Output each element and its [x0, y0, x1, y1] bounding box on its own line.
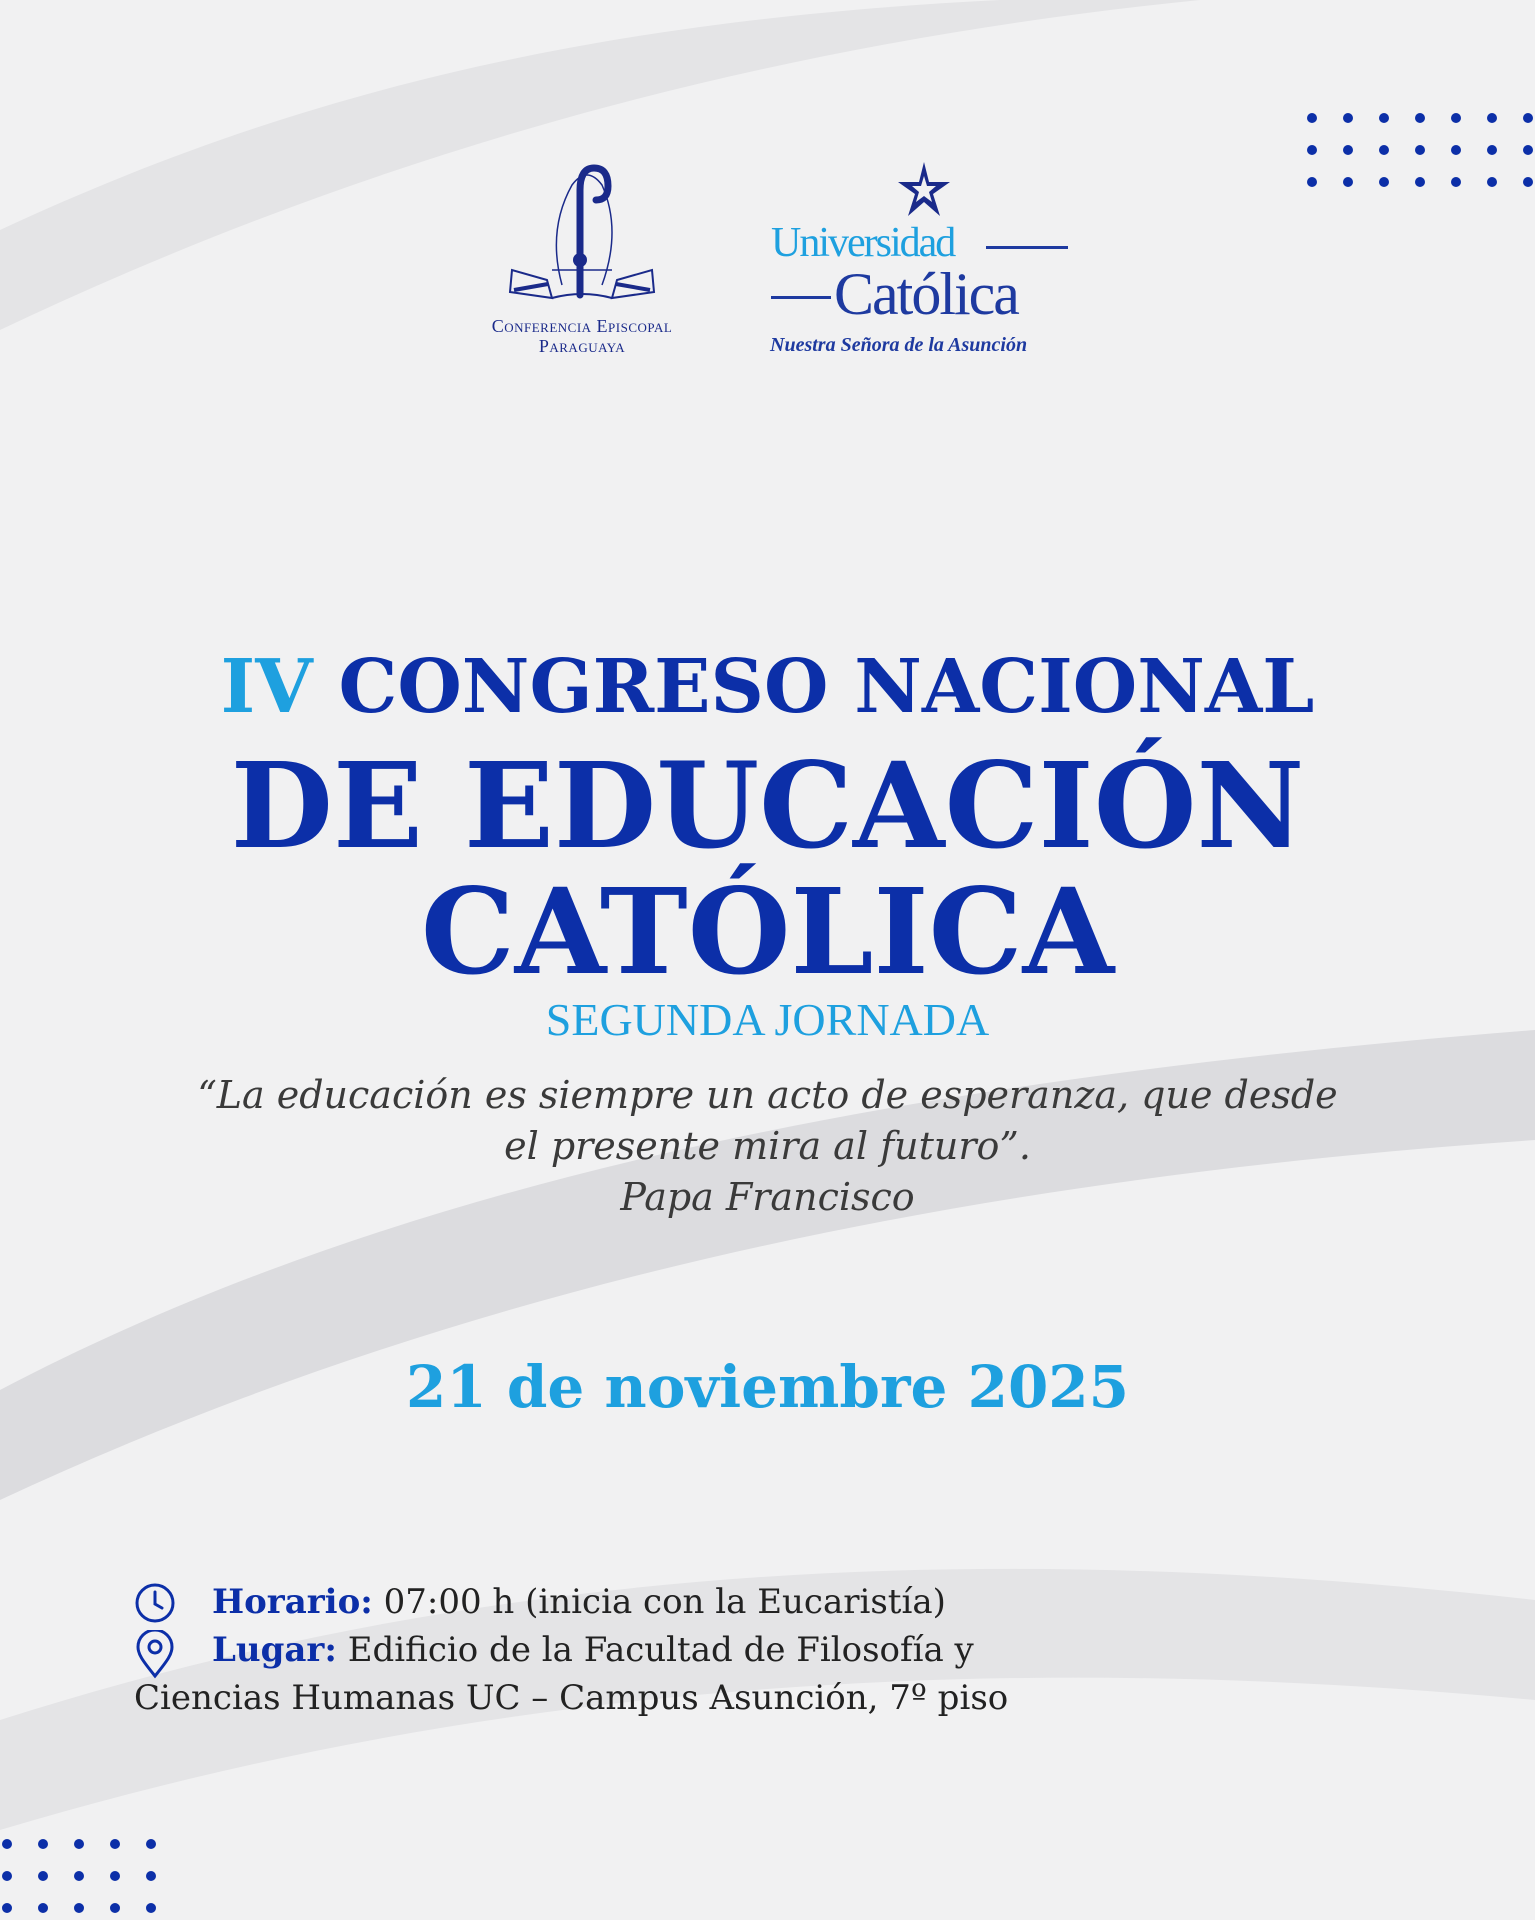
decor-dot: [1523, 145, 1533, 155]
uc-name-catolica: Católica: [834, 261, 1018, 327]
lugar-value: Edificio de la Facultad de Filosofía y: [347, 1630, 974, 1670]
decor-dot: [1343, 113, 1353, 123]
quote-line1: “La educación es siempre un acto de esperanza, que desde: [197, 1073, 1338, 1117]
decor-dot: [1415, 145, 1425, 155]
decor-dot: [1379, 113, 1389, 123]
title-line1: [0, 645, 1535, 729]
uc-tagline: Nuestra Señora de la Asunción: [770, 334, 1028, 356]
title-line1-text: CONGRESO NACIONAL: [338, 644, 1315, 730]
location-pin-icon: [134, 1630, 176, 1680]
decor-dot: [1307, 145, 1317, 155]
quote-author: Papa Francisco: [620, 1175, 915, 1219]
horario-row: [134, 1578, 1434, 1626]
decor-dot: [1523, 113, 1533, 123]
lugar-row: [134, 1626, 1434, 1674]
star-icon: [896, 162, 952, 218]
clock-icon: [134, 1582, 176, 1624]
decor-dot: [1451, 145, 1461, 155]
decor-dot: [2, 1839, 12, 1849]
decor-dot: [38, 1839, 48, 1849]
dot-grid-bottom-left: [0, 1836, 175, 1920]
decor-dot: [74, 1839, 84, 1849]
lugar-label: Lugar:: [212, 1630, 337, 1670]
lugar-value-line2: Ciencias Humanas UC – Campus Asunción, 7º piso: [134, 1678, 1009, 1718]
decor-dot: [1343, 145, 1353, 155]
cep-name-line2: Paraguaya: [538, 336, 626, 356]
cep-name-line1: Conferencia Episcopal: [491, 316, 673, 336]
decor-dot: [1451, 113, 1461, 123]
decor-dot: [38, 1871, 48, 1881]
decor-dot: [146, 1903, 156, 1913]
title-line3: CATÓLICA: [420, 862, 1115, 1001]
decor-dot: [110, 1903, 120, 1913]
title-line2: DE EDUCACIÓN: [230, 736, 1305, 875]
uc-name-universidad: Universidad: [771, 220, 955, 266]
quote: [0, 1070, 1535, 1223]
horario-label: Horario:: [212, 1582, 373, 1622]
decor-dot: [38, 1903, 48, 1913]
decor-dot: [1379, 145, 1389, 155]
subtitle: SEGUNDA JORNADA: [545, 994, 990, 1045]
decor-dot: [2, 1903, 12, 1913]
decor-dot: [74, 1871, 84, 1881]
event-date: 21 de noviembre 2025: [405, 1353, 1130, 1421]
decor-dot: [1487, 145, 1497, 155]
decor-dot: [146, 1839, 156, 1849]
decor-dot: [1487, 113, 1497, 123]
bishop-crozier-icon: [492, 160, 672, 310]
decor-dot: [2, 1871, 12, 1881]
horario-value: 07:00 h (inicia con la Eucaristía): [383, 1582, 946, 1622]
event-details: [134, 1578, 1434, 1722]
uc-rule-top: [986, 246, 1068, 249]
decor-dot: [110, 1871, 120, 1881]
uc-rule-bottom: [771, 296, 831, 299]
logos-header: [0, 160, 1535, 370]
decor-dot: [1415, 113, 1425, 123]
quote-line2: el presente mira al futuro”.: [504, 1124, 1031, 1168]
uc-logo: [768, 160, 1078, 370]
cep-logo: [462, 160, 702, 355]
decor-dot: [110, 1839, 120, 1849]
decor-dot: [146, 1871, 156, 1881]
title-roman-numeral: IV: [220, 644, 313, 730]
decor-dot: [74, 1903, 84, 1913]
decor-dot: [1307, 113, 1317, 123]
